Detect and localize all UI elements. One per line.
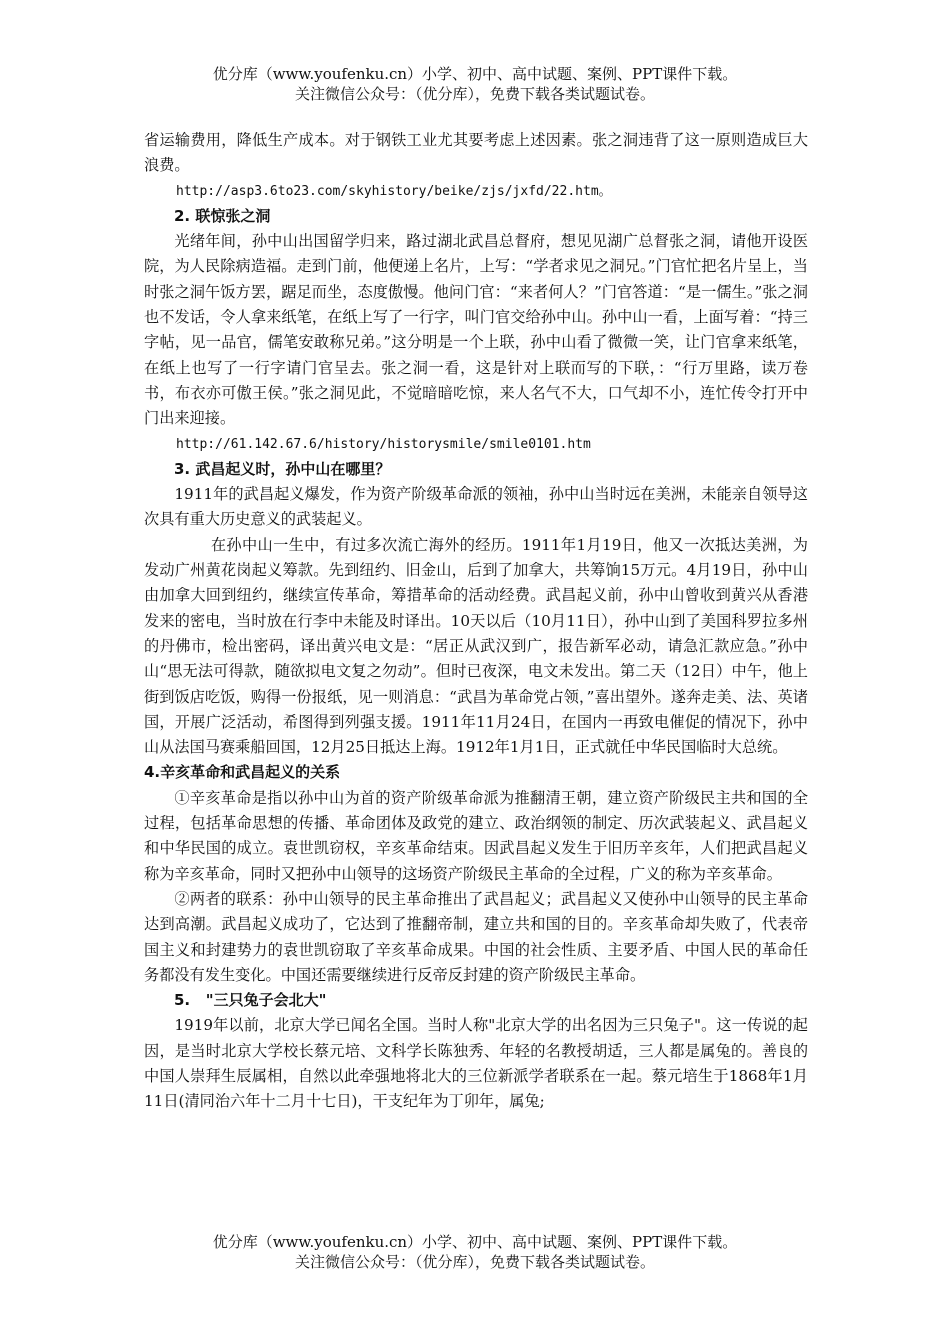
paragraph-sun-zhang-couplet: 光绪年间，孙中山出国留学归来，路过湖北武昌总督府，想见见湖广总督张之洞，请他开设医院，为人民除病造福。走到门前，他便递上名片，上写：“学者求见之洞兄。”门官忙把名片呈上，当时张之洞午饭方罢，踞足而坐，态度傲慢。他问门官：“来者何人？”门官答道：“是一儒生。”张之洞也不发话，令人拿来纸笔，在纸上写了一行字，叫门官交给孙中山。孙中山一看，上面写着：“持三字帖，见一品官，儒笔安敢称兄弟。”这分明是一个上联，孙中山看了微微一笑，让门官拿来纸笔，在纸上也写了一行字请门官呈去。张之洞一看，这是针对上联而写的下联，：“行万里路，读万卷书，布衣亦可傲王侯。”张之洞见此，不觉暗暗吃惊，来人名气不大，口气却不小，连忙传令打开中门出来迎接。 [144, 232, 808, 428]
paragraph-wuchang-intro: 1911年的武昌起义爆发，作为资产阶级革命派的领袖，孙中山当时远在美洲，未能亲自领导这次具有重大历史意义的武装起义。 [144, 485, 808, 529]
paragraph-xinhai-relation: ②两者的联系：孙中山领导的民主革命推出了武昌起义；武昌起义又使孙中山领导的民主革命达到高潮。武昌起义成功了，它达到了推翻帝制，建立共和国的目的。辛亥革命却失败了，代表帝国主义和封建势力的袁世凯窃取了辛亥革命成果。中国的社会性质、主要矛盾、中国人民的革命任务都没有发生变化。中国还需要继续进行反帝反封建的资产阶级民主革命。 [144, 889, 808, 984]
footer-line-2: 关注微信公众号：（优分库），免费下载各类试题试卷。 [294, 1253, 655, 1271]
section-heading-5: 5. "三只兔子会北大" [174, 991, 327, 1010]
footer-line-1: 优分库（www.youfenku.cn）小学、初中、高中试题、案例、PPT课件下载。 [212, 1233, 738, 1251]
header-line-1: 优分库（www.youfenku.cn）小学、初中、高中试题、案例、PPT课件下载。 [212, 65, 738, 83]
section-heading-2: 2. 联惊张之洞 [174, 206, 271, 225]
source-link-1[interactable]: http://asp3.6to23.com/skyhistory/beike/zjs/jxfd/22.htm。 [176, 183, 612, 199]
paragraph-three-rabbits: 1919年以前，北京大学已闻名全国。当时人称"北京大学的出名因为三只兔子"。这一传说的起因，是当时北京大学校长蔡元培、文科学长陈独秀、年轻的名教授胡适，三人都是属兔的。善良的中国人崇拜生辰属相，自然以此牵强地将北大的三位新派学者联系在一起。蔡元培生于1868年1月11日(清同治六年十二月十七日)，干支纪年为丁卯年，属兔; [144, 1016, 808, 1111]
header-line-2: 关注微信公众号：（优分库），免费下载各类试题试卷。 [294, 85, 655, 103]
paragraph-continued: 省运输费用，降低生产成本。对于钢铁工业尤其要考虑上述因素。张之洞违背了这一原则造成巨大浪费。 [144, 131, 808, 175]
paragraph-xinhai-definition: ①辛亥革命是指以孙中山为首的资产阶级革命派为推翻清王朝，建立资产阶级民主共和国的全过程，包括革命思想的传播、革命团体及政党的建立、政治纲领的制定、历次武装起义、武昌起义和中华民国的成立。袁世凯窃权，辛亥革命结束。因武昌起义发生于旧历辛亥年，人们把武昌起义称为辛亥革命，同时又把孙中山领导的这场资产阶级民主革命的全过程，广义的称为辛亥革命。 [144, 788, 808, 883]
source-link-2[interactable]: http://61.142.67.6/history/historysmile/smile0101.htm [176, 436, 591, 452]
paragraph-sun-in-america: 在孙中山一生中，有过多次流亡海外的经历。1911年1月19日，他又一次抵达美洲，为发动广州黄花岗起义筹款。先到纽约、旧金山，后到了加拿大，共筹饷15万元。4月19日，孙中山由加拿大回到纽约，继续宣传革命，筹措革命的活动经费。武昌起义前，孙中山曾收到黄兴从香港发来的密电，当时放在行李中未能及时译出。10天以后（10月11日），孙中山到了美国科罗拉多州的丹佛市，检出密码，译出黄兴电文是：“居正从武汉到广，报告新军必动，请急汇款应急。”孙中山“思无法可得款，随欲拟电文复之勿动”。但时已夜深，电文未发出。第二天（12日）中午，他上街到饭店吃饭，购得一份报纸，见一则消息：“武昌为革命党占领，”喜出望外。遂奔走美、法、英诸国，开展广泛活动，希图得到列强支援。1911年11月24日，在国内一再致电催促的情况下，孙中山从法国马赛乘船回国，12月25日抵达上海。1912年1月1日，正式就任中华民国临时大总统。 [144, 535, 808, 757]
page-footer [0, 1232, 950, 1272]
section-heading-4: 4.辛亥革命和武昌起义的关系 [144, 763, 341, 782]
document-body [144, 128, 808, 1115]
section-heading-3: 3. 武昌起义时，孙中山在哪里？ [174, 459, 391, 478]
page-header [0, 64, 950, 104]
